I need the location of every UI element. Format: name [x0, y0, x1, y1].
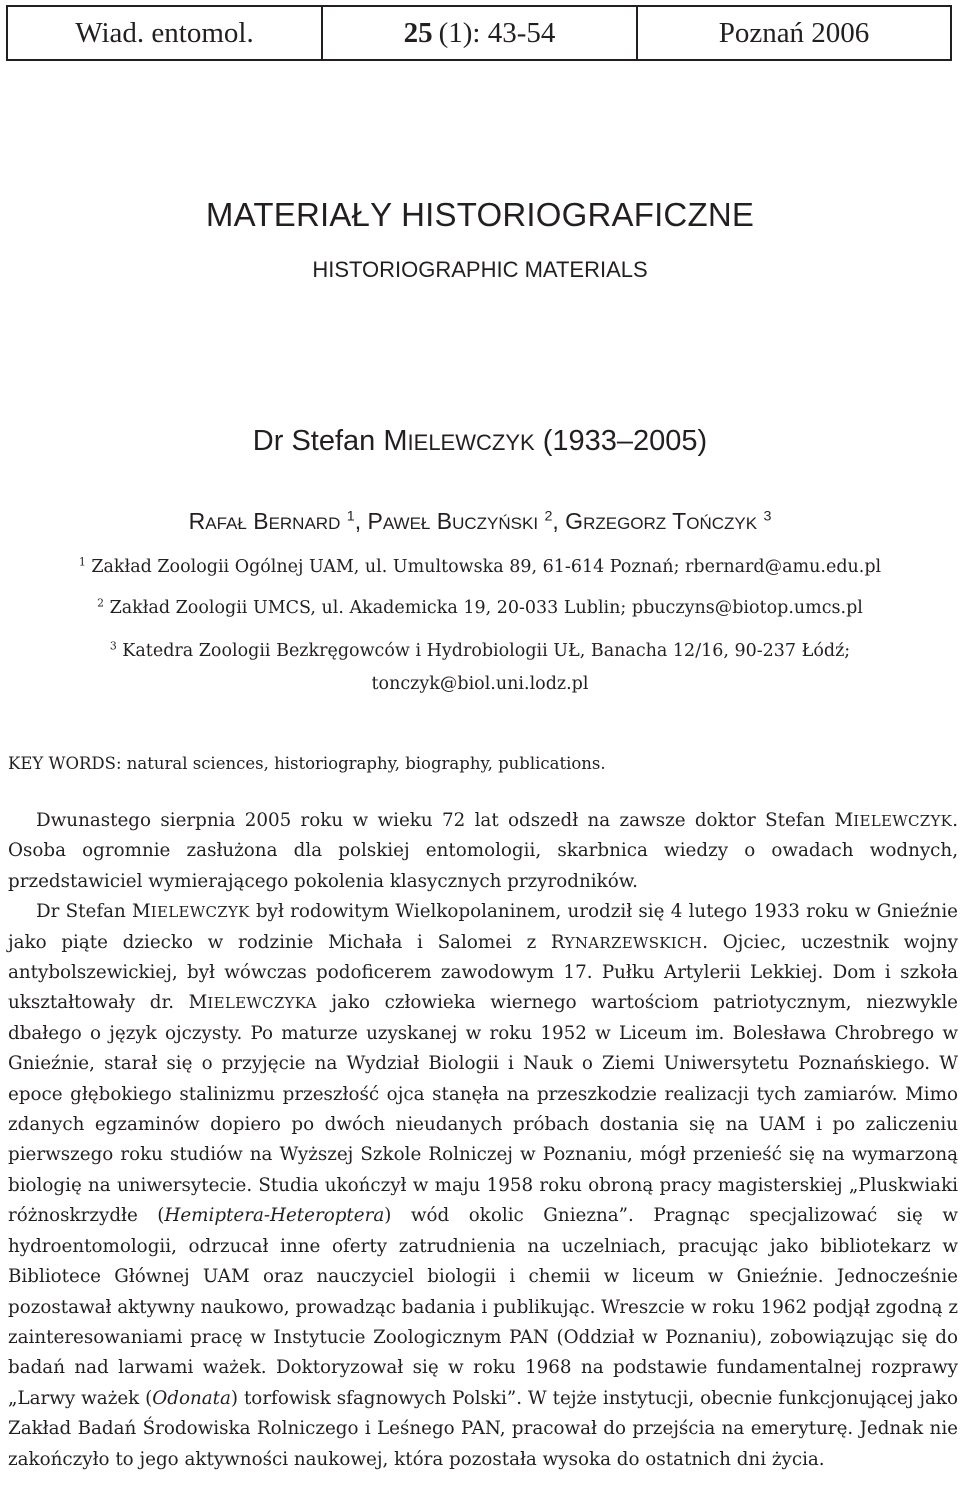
place-year: Poznań 2006 — [636, 7, 950, 59]
volume-number: 25 — [403, 16, 433, 49]
section-subtitle: HISTORIOGRAPHIC MATERIALS — [312, 257, 648, 282]
author: RAFAŁ BERNARD $^1$ — [188, 508, 355, 534]
affiliation: $^3$ Katedra Zoologii Bezkręgowców i Hydrobiologii UŁ, Banacha 12/16, 90-237 Łódź; — [109, 639, 851, 661]
article-body — [8, 806, 958, 1475]
paragraph: Dwunastego sierpnia 2005 roku w wieku 72 lat odszedł na zawsze doktor Stefan MIELEWCZYK. Osoba ogromnie zasłużona dla polskiej entomologii, skarbnica wiedzy o owadach wodnych, przedstawiciel wymierającego pokolenia klasycznych przyrodników. — [8, 810, 958, 892]
section-title: MATERIAŁY HISTORIOGRAFICZNE — [205, 196, 755, 233]
journal-volume — [321, 7, 636, 59]
keywords: KEY WORDS: natural sciences, historiography, biography, publications. — [8, 754, 606, 773]
journal-name: Wiad. entomol. — [75, 16, 254, 49]
affiliation: $^2$ Zakład Zoologii UMCS, ul. Akademicka 19, 20-033 Lublin; pbuczyns@biotop.umcs.pl — [97, 596, 863, 618]
affiliation: $^1$ Zakład Zoologii Ogólnej UAM, ul. Umultowska 89, 61-614 Poznań; rbernard@amu.edu.pl — [78, 555, 882, 577]
author: GRZEGORZ TOŃCZYK $^3$ — [565, 508, 772, 534]
paragraph: Dr Stefan MIELEWCZYK był rodowitym Wielkopolaninem, urodził się 4 lutego 1933 roku w Gnieźnie jako piąte dziecko w rodzinie Michała i Salomei z RYNARZEWSKICH. Ojciec, uczestnik wojny antybolszewickiej, był wówczas podoficerem zawodowym 17. Pułku Artylerii Lekkiej. Dom i szkoła ukształtowały dr. MIELEWCZYKA jako człowieka wiernego wartościom patriotycznym, niezwykle dbałego o język ojczysty. Po maturze uzyskanej w roku 1952 w Liceum im. Bolesława Chrobrego w Gnieźnie, starał się o przyjęcie na Wydział Biologii i Nauk o Ziemi Uniwersytetu Poznańskiego. W epoce głębokiego stalinizmu przeszłość ojca stanęła na przeszkodzie realizacji tych zamiarów. Mimo zdanych egzaminów dopiero po dwóch nieudanych próbach dostania się na UAM i po zaliczeniu pierwszego roku studiów na Wyższej Szkole Rolniczej w Poznaniu, mógł przenieść się na wymarzoną biologię na uniwersytecie. Studia ukończył w maju 1958 roku obroną pracy magisterskiej „Pluskwiaki różnoskrzydłe (Hemiptera-Heteroptera) wód okolic Gniezna”. Pragnąc specjalizować się w hydroentomologii, odrzucał inne oferty zatrudnienia na uczelniach, pracując jako bibliotekarz w Bibliotece Głównej UAM oraz nauczyciel biologii i chemii w liceum w Gnieźnie. Jednocześnie pozostawał aktywny naukowo, prowadząc badania i publikując. Wreszcie w roku 1962 podjął zgodną z zainteresowaniami pracę w Instytucie Zoologicznym PAN (Oddział w Poznaniu), zobowiązując się do badań nad larwami ważek. Doktoryzował się w roku 1968 na podstawie fundamentalnej rozprawy „Larwy ważek (Odonata) torfowisk sfagnowych Polski”. W tejże instytucji, obecnie funkcjonującej jako Zakład Badań Środowiska Rolniczego i Leśnego PAN, pracował do przejścia na emeryturę. Jednak nie zakończyło to jego aktywności naukowej, która pozostała wysoka do ostatnich dni życia. — [8, 901, 958, 1470]
affiliation-email: tonczyk@biol.uni.lodz.pl — [371, 674, 589, 694]
author-list: RAFAŁ BERNARD $^1$, PAWEŁ BUCZYŃSKI $^2$, GRZEGORZ TOŃCZYK $^3$ — [188, 508, 772, 534]
author: PAWEŁ BUCZYŃSKI $^2$ — [367, 508, 553, 534]
issue-pages: (1): 43-54 — [438, 16, 556, 49]
journal-header — [6, 5, 952, 61]
article-title: Dr Stefan MIELEWCZYK (1933–2005) — [252, 425, 708, 457]
